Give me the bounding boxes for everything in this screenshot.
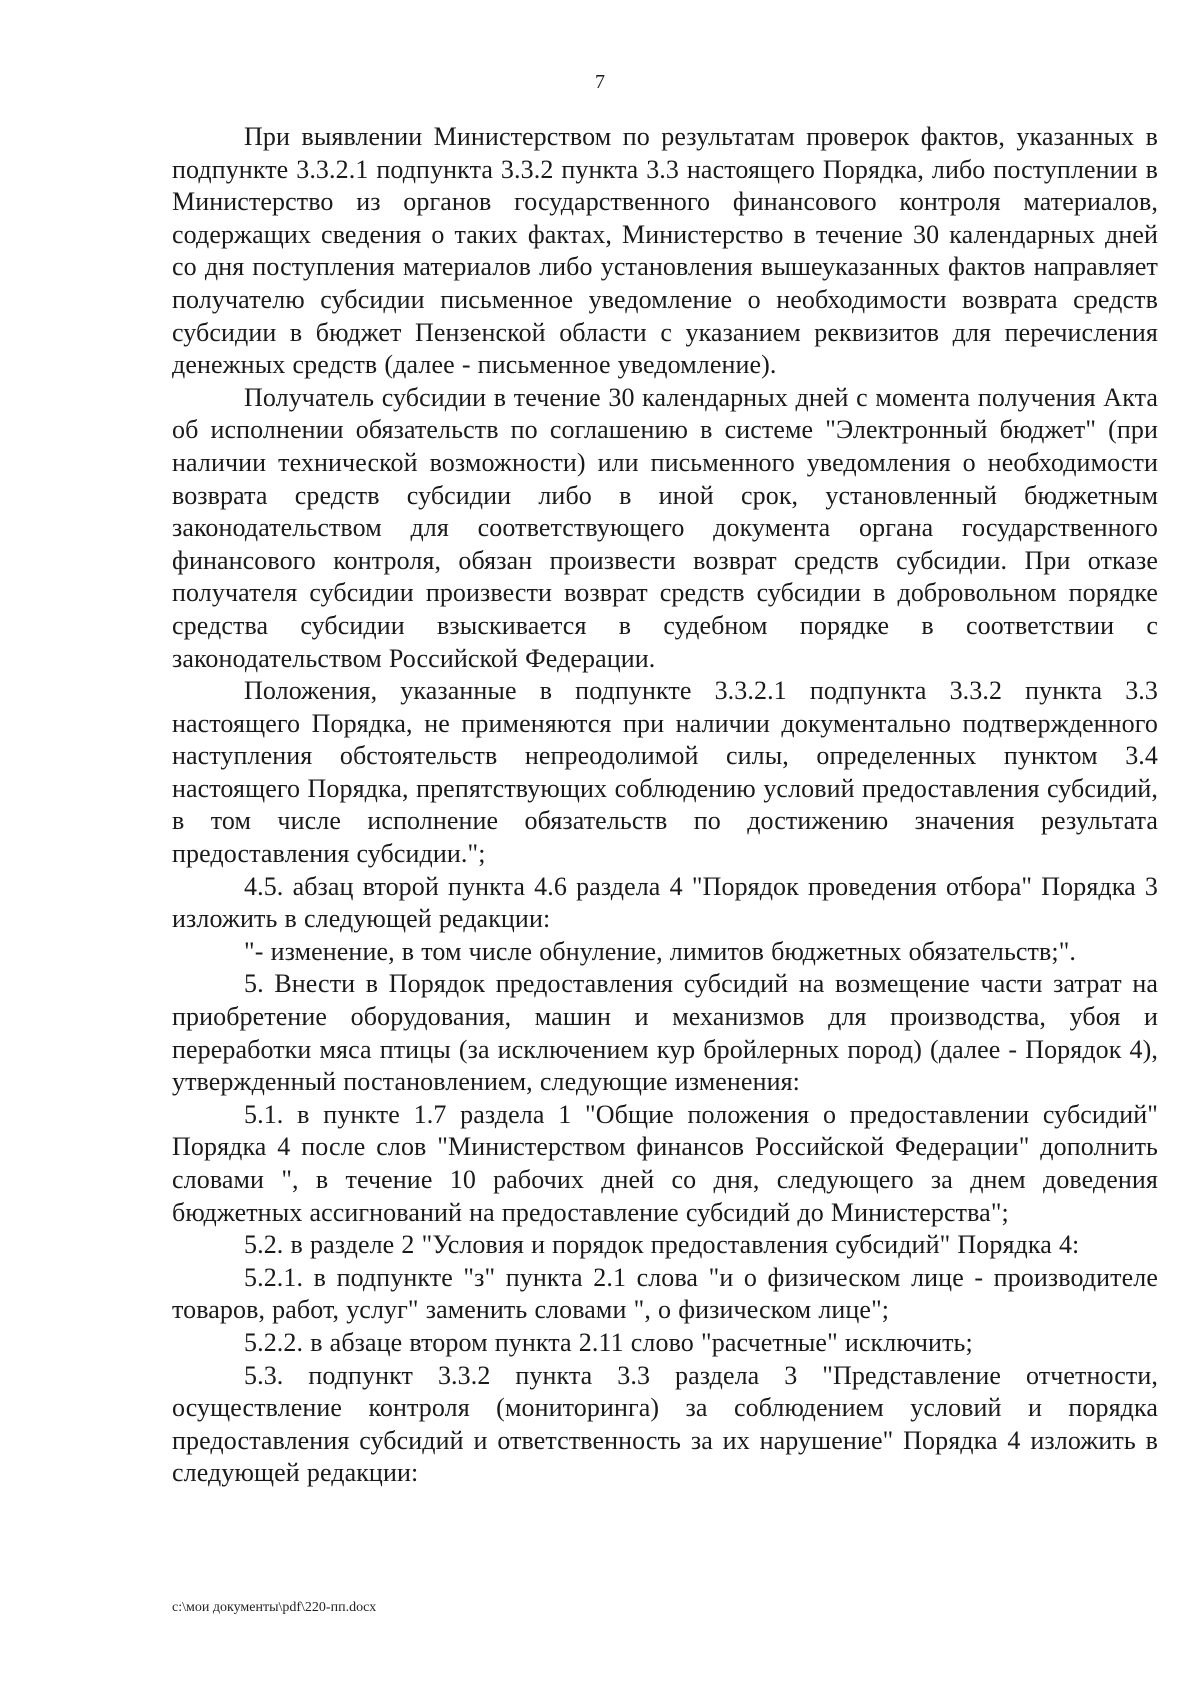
paragraph: 5.1. в пункте 1.7 раздела 1 "Общие положения о предоставлении субсидий" Порядка 4 после слов "Министерством финансов Российской Федерации" дополнить словами ", в течение 10 рабочих дней со дня, следующего за днем доведения бюджетных ассигнований на предоставление субсидий до Министерства"; <box>172 1099 1158 1227</box>
footer-file-path: c:\мои документы\pdf\220-пп.docx <box>172 1600 377 1615</box>
paragraph: 5. Внести в Порядок предоставления субсидий на возмещение части затрат на приобретение оборудования, машин и механизмов для производства, убоя и переработки мяса птицы (за исключением кур бройлерных пород) (далее - Порядок 4), утвержденный постановлением, следующие изменения: <box>172 969 1158 1097</box>
paragraph: 5.2.1. в подпункте "з" пункта 2.1 слова "и о физическом лице - производителе товаров, работ, услуг" заменить словами ", о физическом лице"; <box>172 1262 1158 1325</box>
paragraph: Получатель субсидии в течение 30 календарных дней с момента получения Акта об исполнении обязательств по соглашению в системе "Электронный бюджет" (при наличии технической возможности) или письменного уведомления о необходимости возврата средств субсидии либо в иной срок, установленный бюджетным законодательством для соответствующего документа органа государственного финансового контроля, обязан произвести возврат средств субсидии. При отказе получателя субсидии произвести возврат средств субсидии в добровольном порядке средства субсидии взыскивается в судебном порядке в соответствии с законодательством Российской Федерации. <box>172 382 1158 673</box>
paragraph: 5.2. в разделе 2 "Условия и порядок предоставления субсидий" Порядка 4: <box>244 1230 1080 1260</box>
paragraph: "- изменение, в том числе обнуление, лимитов бюджетных обязательств;". <box>244 936 1077 966</box>
page-number: 7 <box>595 71 605 93</box>
paragraph: При выявлении Министерством по результатам проверок фактов, указанных в подпункте 3.3.2.1 подпункта 3.3.2 пункта 3.3 настоящего Порядка, либо поступлении в Министерство из органов государственного финансового контроля материалов, содержащих сведения о таких фактах, Министерство в течение 30 календарных дней со дня поступления материалов либо установления вышеуказанных фактов направляет получателю субсидии письменное уведомление о необходимости возврата средств субсидии в бюджет Пензенской области с указанием реквизитов для перечисления денежных средств (далее - письменное уведомление). <box>172 122 1158 380</box>
paragraph: 5.2.2. в абзаце втором пункта 2.11 слово "расчетные" исключить; <box>244 1327 973 1357</box>
document-body <box>172 121 1158 1490</box>
paragraph: 5.3. подпункт 3.3.2 пункта 3.3 раздела 3 "Представление отчетности, осуществление контроля (мониторинга) за соблюдением условий и порядка предоставления субсидий и ответственность за их нарушение" Порядка 4 изложить в следующей редакции: <box>172 1360 1158 1488</box>
paragraph: 4.5. абзац второй пункта 4.6 раздела 4 "Порядок проведения отбора" Порядка 3 изложить в следующей редакции: <box>172 871 1158 934</box>
paragraph: Положения, указанные в подпункте 3.3.2.1 подпункта 3.3.2 пункта 3.3 настоящего Порядка, не применяются при наличии документально подтвержденного наступления обстоятельств непреодолимой силы, определенных пунктом 3.4 настоящего Порядка, препятствующих соблюдению условий предоставления субсидий, в том числе исполнение обязательств по достижению значения результата предоставления субсидии."; <box>172 676 1158 869</box>
